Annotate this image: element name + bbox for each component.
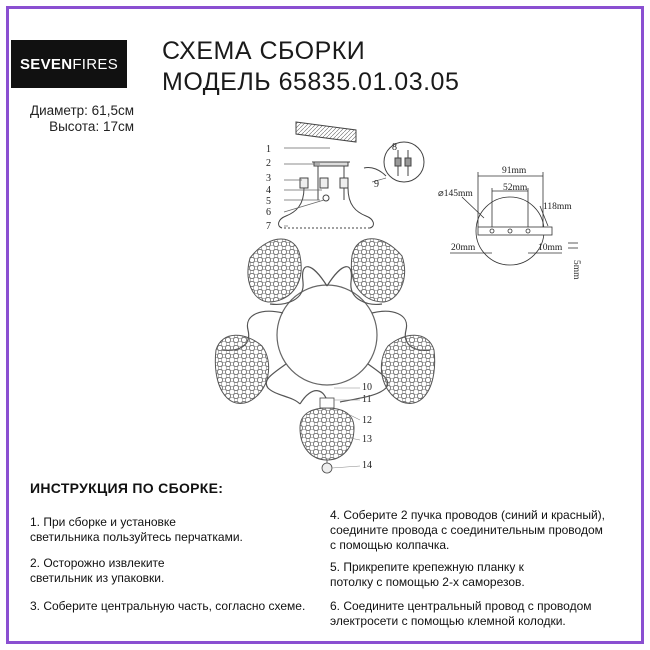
spec-diameter: Диаметр: 61,5см	[29, 103, 134, 118]
callout-5: 5	[266, 196, 271, 207]
callout-8: 8	[392, 142, 397, 153]
dim-10: 10mm	[538, 243, 563, 253]
shade-1	[248, 239, 301, 302]
instruction-4-line-1: 4. Соберите 2 пучка проводов (синий и красный),	[330, 508, 605, 522]
dimension-labels	[438, 166, 581, 280]
instruction-4	[330, 508, 605, 553]
shade-2	[351, 239, 404, 302]
dim-52: 52mm	[503, 183, 528, 193]
ceiling-plate	[296, 122, 356, 142]
dim-5: 5mm	[571, 260, 581, 280]
instruction-5	[330, 560, 525, 590]
spec-height: Высота: 17см	[49, 119, 134, 134]
instruction-1	[30, 515, 243, 545]
callout-3: 3	[266, 173, 271, 184]
instruction-4-line-3: с помощью колпачка.	[330, 538, 450, 552]
instruction-6	[330, 599, 592, 629]
instruction-3-line-1: 3. Соберите центральную часть, согласно схеме.	[30, 599, 306, 613]
callout-1: 1	[266, 144, 271, 155]
instructions-heading: ИНСТРУКЦИЯ ПО СБОРКЕ:	[30, 480, 224, 496]
logo-bold: SEVEN	[19, 55, 73, 73]
title-line-1: СХЕМА СБОРКИ	[162, 37, 366, 65]
instruction-1-line-1: 1. При сборке и установке	[30, 515, 176, 529]
shade-3	[215, 335, 268, 403]
exploded-view	[279, 122, 424, 228]
callout-4: 4	[266, 185, 271, 196]
instruction-6-line-2: электросети с помощью клемной колодки.	[330, 614, 566, 628]
dim-diameter: ⌀145mm	[438, 189, 473, 199]
dim-91: 91mm	[502, 166, 527, 176]
instruction-6-line-1: 6. Соедините центральный провод с проводом	[330, 599, 592, 613]
callout-10: 10	[362, 382, 372, 393]
instruction-3	[30, 599, 305, 614]
callout-2: 2	[266, 158, 271, 169]
instruction-2-line-2: светильник из упаковки.	[30, 571, 165, 585]
dim-118: 118mm	[543, 202, 572, 212]
callout-14: 14	[362, 460, 372, 471]
instruction-1-line-2: светильника пользуйтесь перчатками.	[30, 530, 243, 544]
logo-normal: FIRES	[72, 55, 119, 73]
instruction-4-line-2: соедините провода с соединительным проводом	[330, 523, 603, 537]
instruction-5-line-1: 5. Прикрепите крепежную планку к	[330, 560, 524, 574]
dim-20: 20mm	[451, 243, 476, 253]
instruction-2	[30, 556, 165, 586]
instruction-2-line-1: 2. Осторожно извлеките	[30, 556, 165, 570]
callout-13: 13	[362, 434, 372, 445]
shade-5	[300, 408, 354, 460]
title-line-2: МОДЕЛЬ 65835.01.03.05	[162, 68, 460, 96]
instruction-5-line-2: потолку с помощью 2-х саморезов.	[330, 575, 525, 589]
callout-12: 12	[362, 415, 372, 426]
callout-7: 7	[266, 221, 271, 232]
callout-6: 6	[266, 207, 271, 218]
shade-4	[381, 335, 434, 403]
crystal-shades	[215, 239, 434, 460]
callout-9: 9	[374, 179, 379, 190]
callout-11: 11	[362, 394, 372, 405]
